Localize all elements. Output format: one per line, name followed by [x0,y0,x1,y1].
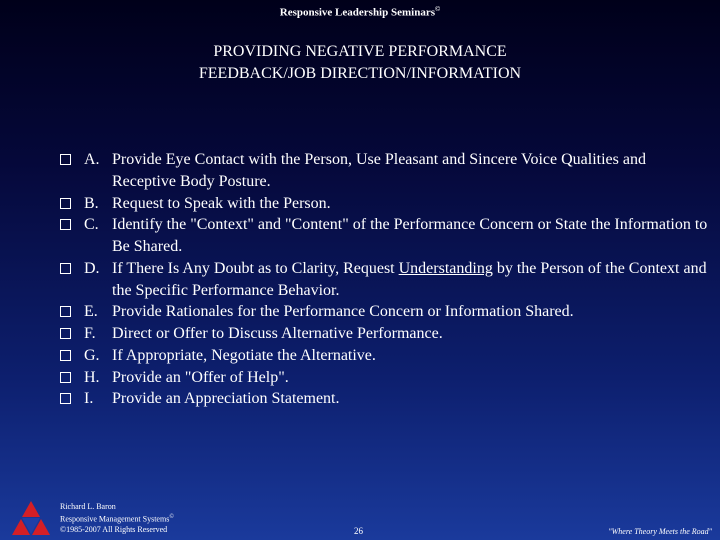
footer-company-line [60,512,174,525]
header-org-name: Responsive Leadership Seminars [279,6,435,19]
checkbox-icon [60,393,71,404]
checkbox-icon [60,328,71,339]
list-item [60,258,710,302]
item-text [112,258,710,302]
footer-credits [60,502,174,535]
list-item [60,193,710,215]
footer-author: Richard L. Baron [60,502,116,511]
checkbox-icon [60,350,71,361]
item-letter: B. [84,194,99,212]
item-letter: E. [84,303,98,321]
item-letter: G. [84,346,100,364]
feedback-step-list [60,149,710,410]
list-item [60,345,710,367]
checkbox-icon [60,154,71,165]
slide-title-line-1: PROVIDING NEGATIVE PERFORMANCE [213,43,507,60]
item-text: Provide an Appreciation Statement. [112,390,340,408]
item-text: Provide an "Offer of Help". [112,368,289,386]
footer-company-mark: © [169,514,174,520]
checkbox-icon [60,198,71,209]
item-letter: D. [84,259,100,277]
list-item [60,149,710,193]
item-text: If Appropriate, Negotiate the Alternative. [112,346,376,364]
item-letter: A. [84,151,100,168]
item-text-underlined: Understanding [398,259,493,277]
logo-triangle-top [22,501,40,517]
footer-company: Responsive Management Systems [60,514,170,524]
item-text: Provide Eye Contact with the Person, Use Pleasant and Sincere Voice Qualities and Receptive Body Posture. [112,151,646,190]
header-org [0,5,720,19]
checkbox-icon [60,219,71,230]
item-text: Identify the "Context" and "Content" of the Performance Concern or State the Information to Be Shared. [112,216,708,255]
footer-copyright: ©1985-2007 All Rights Reserved [60,524,168,534]
checkbox-icon [60,306,71,317]
header-mark: © [435,5,441,13]
footer-tagline: "Where Theory Meets the Road" [608,527,712,536]
item-text-after: by the Person of the Context and the Specific Performance Behavior. [112,259,707,299]
slide-title [0,41,720,85]
page-number: 26 [354,526,363,536]
item-text-before: If There Is Any Doubt as to Clarity, Request [112,259,399,277]
checkbox-icon [60,372,71,383]
list-item [60,367,710,389]
item-letter: F. [84,325,96,342]
list-item [60,323,710,345]
list-item [60,214,710,258]
list-item [60,301,710,323]
item-letter: I. [84,390,94,408]
item-text: Provide Rationales for the Performance Concern or Information Shared. [112,303,574,321]
item-text: Direct or Offer to Discuss Alternative Performance. [112,325,443,342]
item-text: Request to Speak with the Person. [112,194,331,212]
company-logo-icon [9,499,53,539]
list-item [60,388,710,410]
slide-title-line-2: FEEDBACK/JOB DIRECTION/INFORMATION [198,65,522,82]
item-letter: C. [84,216,99,234]
item-letter: H. [84,368,100,386]
checkbox-icon [60,263,71,274]
